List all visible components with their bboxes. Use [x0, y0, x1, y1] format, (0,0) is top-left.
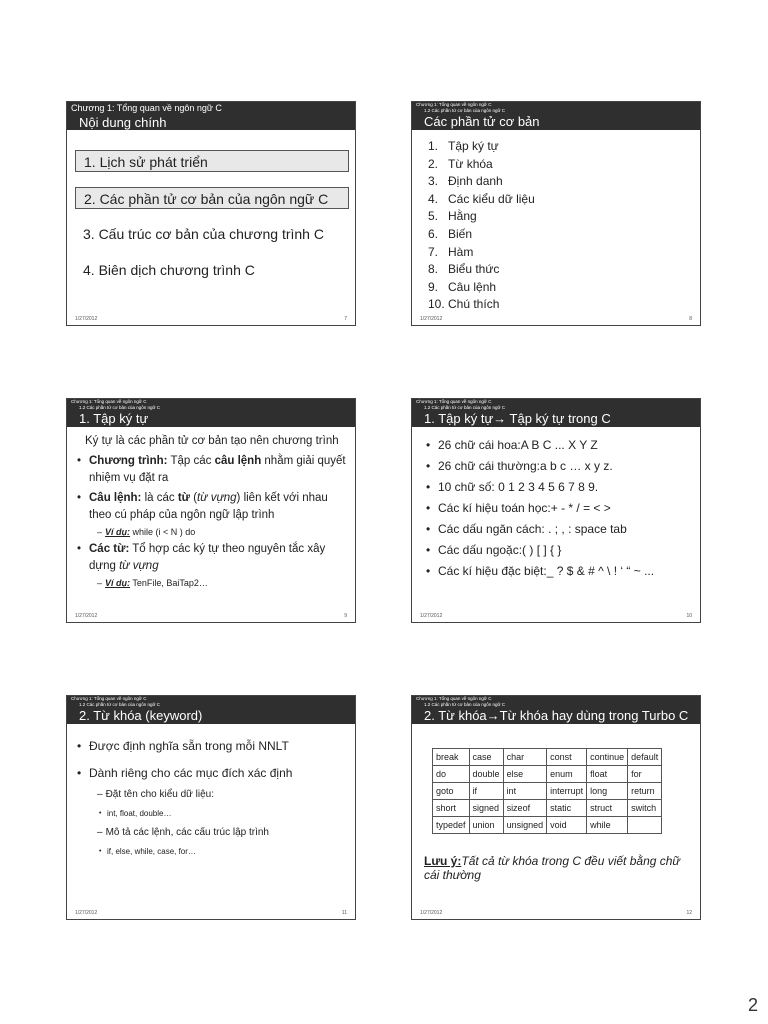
chapter-title: Chương 1: Tổng quan về ngôn ngữ C	[71, 696, 147, 701]
intro-text: Ký tự là các phần tử cơ bản tạo nên chương trình	[85, 435, 339, 447]
slide-header	[67, 399, 355, 427]
bullet-list	[77, 738, 347, 864]
chapter-title: Chương 1: Tổng quan về ngôn ngữ C	[416, 696, 492, 701]
list-item: 3. Cấu trúc cơ bản của chương trình C	[83, 226, 324, 242]
slide-8	[411, 101, 701, 326]
table-cell: static	[547, 800, 587, 817]
list-item: 9. Câu lệnh	[428, 279, 497, 294]
slide-title: Nội dung chính	[79, 115, 167, 130]
slide-header	[412, 102, 700, 130]
table-cell: if	[469, 783, 503, 800]
table-cell: int	[503, 783, 547, 800]
bullet-item: • 10 chữ số: 0 1 2 3 4 5 6 7 8 9.	[426, 479, 692, 496]
slide-date: 1/27/2012	[420, 316, 443, 322]
slide-9	[66, 398, 356, 623]
slide-title: Các phần tử cơ bản	[424, 114, 540, 129]
table-cell: float	[587, 766, 628, 783]
slide-7	[66, 101, 356, 326]
table-cell: else	[503, 766, 547, 783]
slide-number: 10	[686, 613, 692, 619]
element-list	[428, 138, 535, 314]
slide-title: 2. Từ khóa→Từ khóa hay dùng trong Turbo C	[424, 708, 689, 723]
list-item: 5. Hằng	[428, 209, 477, 224]
bullet-item: • Chương trình: Tập các câu lệnh nhằm giải quyết nhiệm vụ đặt ra	[77, 453, 347, 487]
bullet-item: • Các dấu ngăn cách: . ; , : space tab	[426, 521, 692, 538]
table-cell: struct	[587, 800, 628, 817]
slide-header	[412, 696, 700, 724]
slide-number: 8	[689, 316, 692, 322]
bullet-item: • Các kí hiệu toán học:+ - * / = < >	[426, 500, 692, 517]
table-cell: continue	[587, 749, 628, 766]
table-cell: long	[587, 783, 628, 800]
example-line: – Ví dụ: TenFile, BaiTap2…	[97, 578, 208, 588]
chapter-title: Chương 1: Tổng quan về ngôn ngữ C	[416, 102, 492, 107]
sub-item: – Đặt tên cho kiểu dữ liệu:	[97, 789, 214, 800]
slide-title: 1. Tập ký tự→ Tập ký tự trong C	[424, 411, 611, 426]
slide-date: 1/27/2012	[420, 910, 443, 916]
table-row	[433, 817, 662, 834]
slide-number: 11	[341, 910, 347, 916]
sub-item: – Mô tả các lệnh, các cấu trúc lập trình	[97, 827, 269, 838]
slide-header	[412, 399, 700, 427]
list-item: 10. Chú thích	[428, 297, 500, 312]
list-item: 2. Các phần tử cơ bản của ngôn ngữ C	[75, 187, 349, 209]
bullet-item: • Các kí hiệu đặc biệt:_ ? $ & # ^ \ ! ‘ “ ~ ...	[426, 563, 692, 580]
bullet-item: • 26 chữ cái thường:a b c … x y z.	[426, 458, 692, 475]
sub-sub-item: • if, else, while, case, for…	[77, 846, 347, 858]
slide-header	[67, 696, 355, 724]
list-item: 8. Biểu thức	[428, 262, 500, 277]
table-cell: do	[433, 766, 470, 783]
slide-title: 2. Từ khóa (keyword)	[79, 708, 203, 723]
bullet-item: • 26 chữ cái hoa:A B C ... X Y Z	[426, 437, 692, 454]
list-item: 7. Hàm	[428, 244, 474, 259]
slide-11	[66, 695, 356, 920]
bullet-item: • Các dấu ngoặc:( ) [ ] { }	[426, 542, 692, 559]
table-cell: signed	[469, 800, 503, 817]
table-row	[433, 800, 662, 817]
table-cell: typedef	[433, 817, 470, 834]
list-item: 4. Biên dịch chương trình C	[83, 262, 255, 278]
slide-12	[411, 695, 701, 920]
chapter-title: Chương 1: Tổng quan về ngôn ngữ C	[71, 399, 147, 404]
list-item: 6. Biến	[428, 226, 473, 241]
slide-number: 9	[344, 613, 347, 619]
section-title: 1.2 Các phần tử cơ bản của ngôn ngữ C	[424, 405, 506, 410]
table-cell: void	[547, 817, 587, 834]
example-line: – Ví dụ: while (i < N ) do	[97, 527, 196, 537]
table-row	[433, 783, 662, 800]
table-cell: default	[628, 749, 662, 766]
table-cell: interrupt	[547, 783, 587, 800]
chapter-title: Chương 1: Tổng quan về ngôn ngữ C	[416, 399, 492, 404]
table-cell: while	[587, 817, 628, 834]
table-row	[433, 749, 662, 766]
list-item: 2. Từ khóa	[428, 156, 493, 171]
slide-date: 1/27/2012	[75, 316, 98, 322]
table-cell: switch	[628, 800, 662, 817]
table-cell: enum	[547, 766, 587, 783]
slide-header	[67, 102, 355, 130]
table-cell: goto	[433, 783, 470, 800]
table-cell: return	[628, 783, 662, 800]
table-cell: case	[469, 749, 503, 766]
table-cell: const	[547, 749, 587, 766]
table-cell: unsigned	[503, 817, 547, 834]
sub-sub-item: • int, float, double…	[77, 808, 347, 820]
list-item: 1. Tập ký tự	[428, 139, 499, 153]
section-title: 1.2 Các phần tử cơ bản của ngôn ngữ C	[79, 405, 161, 410]
list-item: 3. Định danh	[428, 174, 503, 189]
page-number: 2	[747, 995, 758, 1015]
table-cell: break	[433, 749, 470, 766]
section-title: 1.2 Các phần tử cơ bản của ngôn ngữ C	[79, 702, 161, 707]
bullet-item: • Dành riêng cho các mục đích xác định	[77, 765, 347, 782]
table-cell: sizeof	[503, 800, 547, 817]
section-title: 1.2 Các phần tử cơ bản của ngôn ngữ C	[424, 108, 506, 113]
table-row	[433, 766, 662, 783]
slide-date: 1/27/2012	[420, 613, 443, 619]
chapter-title: Chương 1: Tổng quan về ngôn ngữ C	[71, 103, 222, 113]
slide-title: 1. Tập ký tự	[79, 411, 149, 426]
bullet-item: • Các từ: Tổ hợp các ký tự theo nguyên tắc xây dựng từ vựng	[77, 541, 347, 575]
table-cell	[628, 817, 662, 834]
slide-date: 1/27/2012	[75, 613, 98, 619]
slide-number: 12	[686, 910, 692, 916]
table-cell: double	[469, 766, 503, 783]
slide-10	[411, 398, 701, 623]
note-text: Lưu ý:Tất cả từ khóa trong C đều viết bằng chữ cái thường	[424, 854, 681, 882]
table-cell: union	[469, 817, 503, 834]
slide-date: 1/27/2012	[75, 910, 98, 916]
bullet-item: • Được định nghĩa sẵn trong mỗi NNLT	[77, 738, 347, 755]
list-item: 1. Lịch sử phát triển	[75, 150, 349, 172]
bullet-list	[426, 437, 692, 584]
list-item: 4. Các kiểu dữ liệu	[428, 191, 535, 206]
table-cell: short	[433, 800, 470, 817]
bullet-list	[77, 433, 347, 592]
table-cell: for	[628, 766, 662, 783]
bullet-item: • Câu lệnh: là các từ (từ vựng) liên kết với nhau theo cú pháp của ngôn ngữ lập trình	[77, 490, 347, 524]
table-cell: char	[503, 749, 547, 766]
slide-number: 7	[344, 316, 347, 322]
section-title: 1.2 Các phần tử cơ bản của ngôn ngữ C	[424, 702, 506, 707]
keyword-table	[432, 748, 662, 834]
